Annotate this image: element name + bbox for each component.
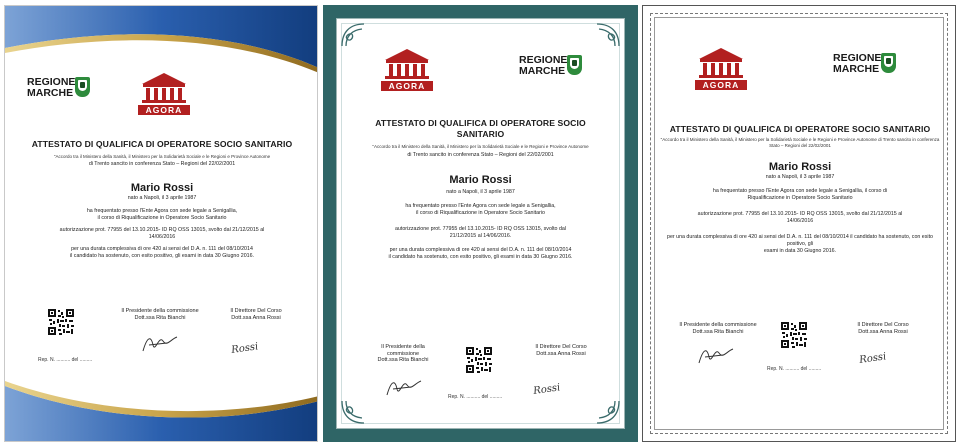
- corner-ornament-icon: [340, 399, 366, 425]
- corner-ornament-icon: [595, 399, 621, 425]
- rep-number: Rep. N. .......... del .........: [38, 357, 93, 363]
- qr-code-icon: [47, 308, 75, 336]
- certificate-card-3: [642, 5, 956, 442]
- presidente-label: Il Presidente della commissione Dott.ssa Rita Bianchi: [377, 344, 429, 363]
- direttore-label: Il Direttore Del Corso Dott.ssa Anna Rossi: [230, 308, 282, 321]
- holder-name: Mario Rossi: [768, 161, 832, 173]
- certificate-card-2: [323, 5, 638, 442]
- corner-ornament-icon: [595, 22, 621, 48]
- direttore-signature-icon: [529, 377, 581, 397]
- marche-shield-icon: [75, 77, 90, 97]
- rep-number: Rep. N. .......... del .........: [767, 366, 822, 372]
- regione-marche-logo: REGIONE MARCHE: [833, 53, 897, 79]
- certificate-body: ATTESTATO DI QUALIFICA DI OPERATORE SOCIO SANITARIO "Accordo tra il Ministero della Sanità, il Ministero per la Solidarietà Sociale e le Regioni e Province Autonome di Trento sancito in conferenza Stato – Regioni del 22/02/2001 Mario Rossi nato a Napoli, il 3 aprile 1987 ha frequentato presso l'Ente Agora con sede legale a Senigallia, il corso di Riqualificazione in Operatore Socio Sanitario autorizzazione prot. 77955 del 13.10.2015- ID RQ OSS 13015, svolto dal 21/12/2015 al 14/06/2016. per una durata complessiva di ore 420 ai sensi del D.A. n. 111 del 08/10/2014 il candidato ha sostenuto, con esito positivo, gli esami in data 30 Giugno 2016.: [345, 118, 616, 261]
- presidente-label: Il Presidente della commissione Dott.ssa Rita Bianchi: [679, 322, 757, 335]
- presidente-signature-icon: [137, 331, 187, 355]
- direttore-label: Il Direttore Del Corso Dott.ssa Anna Rossi: [535, 344, 587, 357]
- corner-ornament-icon: [340, 22, 366, 48]
- direttore-signature-icon: [227, 336, 279, 356]
- certificate-body: ATTESTATO DI QUALIFICA DI OPERATORE SOCIO SANITARIO "Accordo tra il Ministero della Sanità, il Ministero per la Solidarietà Sociale e le Regioni e Province Autonome di Trento sancito in conferenza Stato – Regioni del 22/02/2001 Mario Rossi nato a Napoli, il 3 aprile 1987 ha frequentato presso l'Ente Agora con sede legale a Senigallia, il corso di Riqualificazione in Operatore Socio Sanitario autorizzazione prot. 77955 del 13.10.2015- ID RQ OSS 13015, svolto dal 21/12/2015 al 14/06/2016 per una durata complessiva di ore 420 ai sensi del D.A. n. 111 del 08/10/2014 il candidato ha sostenuto, con esito positivo, gli esami in data 30 Giugno 2016.: [15, 139, 309, 260]
- direttore-signature-icon: [855, 346, 907, 366]
- svg-text:Rossi: Rossi: [858, 351, 887, 366]
- regione-marche-logo: REGIONE MARCHE: [519, 55, 583, 81]
- agora-logo: AGORA: [695, 46, 747, 90]
- certificate-body: ATTESTATO DI QUALIFICA DI OPERATORE SOCIO SANITARIO "Accordo tra il Ministero della Sanità, il Ministero per la Solidarietà Sociale e le Regioni e Province Autonome di Trento sancito in conferenza Stato – Regioni del 22/02/2001 Mario Rossi nato a Napoli, il 3 aprile 1987 ha frequentato presso l'Ente Agora con sede legale a Senigallia, il corso di Riqualificazione in Operatore Socio Sanitario autorizzazione prot. 77955 del 13.10.2015- ID RQ OSS 13015, svolto dal 21/12/2015 al 14/06/2016 per una durata complessiva di ore 420 ai sensi del D.A. n. 111 del 08/10/2014 il candidato ha sostenuto, con esito positivo, gli esami in data 30 Giugno 2016.: [660, 124, 940, 254]
- presidente-signature-icon: [381, 373, 429, 399]
- agora-logo: AGORA: [381, 47, 433, 91]
- qr-code-icon: [465, 346, 493, 374]
- certificate-card-1: [4, 5, 318, 442]
- rep-number: Rep. N. .......... del .........: [448, 394, 503, 400]
- regione-marche-logo: REGIONE MARCHE: [27, 77, 91, 103]
- presidente-label: Il Presidente della commissione Dott.ssa Rita Bianchi: [121, 308, 199, 321]
- svg-text:Rossi: Rossi: [230, 341, 259, 356]
- direttore-label: Il Direttore Del Corso Dott.ssa Anna Rossi: [857, 322, 909, 335]
- presidente-signature-icon: [693, 341, 741, 367]
- marche-shield-icon: [567, 55, 582, 75]
- holder-name: Mario Rossi: [130, 182, 194, 194]
- qr-code-icon: [780, 321, 808, 349]
- agora-logo: AGORA: [138, 71, 190, 115]
- marche-shield-icon: [881, 53, 896, 73]
- holder-name: Mario Rossi: [449, 174, 512, 186]
- certificate-title: ATTESTATO DI QUALIFICA DI OPERATORE SOCIO SANITARIO: [31, 139, 293, 149]
- svg-text:Rossi: Rossi: [532, 382, 561, 397]
